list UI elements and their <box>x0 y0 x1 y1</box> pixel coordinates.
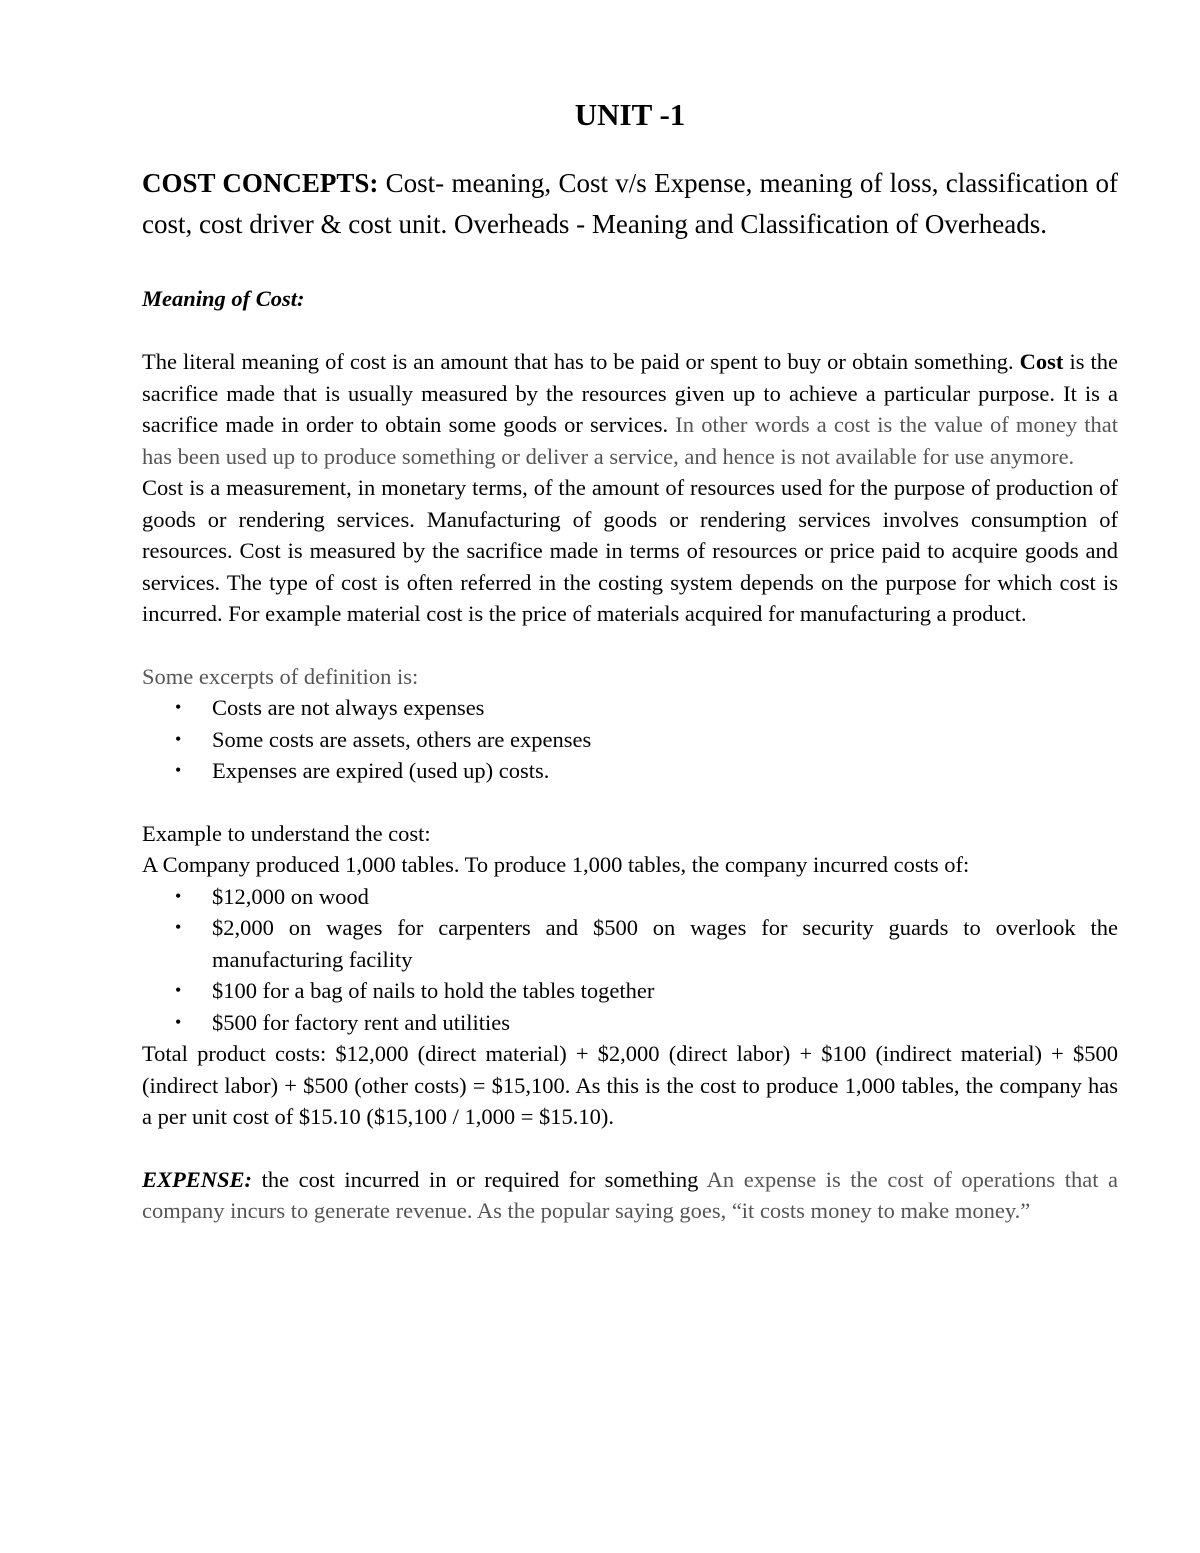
expense-paragraph <box>142 1164 1118 1227</box>
list-item <box>142 975 1118 1007</box>
excerpts-list <box>142 692 1118 787</box>
list-item-text: $2,000 on wages for carpenters and $500 on wages for security guards to overlook the manufacturing facility <box>212 915 1118 972</box>
expense-lead: EXPENSE: <box>142 1166 253 1192</box>
example-heading: Example to understand the cost: <box>142 820 431 846</box>
list-item <box>142 881 1118 913</box>
bullet-icon: • <box>175 728 182 749</box>
list-item <box>142 692 1118 724</box>
para1-part-c: is the sacrifice made that is usually measured by the resources given up to achieve a particular purpose. It is a sacrifice made in order to obtain some goods or services. <box>142 349 1118 438</box>
bullet-icon: • <box>175 1011 182 1032</box>
para1-part-a: The literal meaning of cost is an amount that has to be paid or spent to buy or obtain something. <box>142 349 1020 375</box>
meaning-paragraph-1 <box>142 346 1118 472</box>
list-item-text: Expenses are expired (used up) costs. <box>212 758 550 784</box>
meaning-paragraph-2: Cost is a measurement, in monetary terms, of the amount of resources used for the purpose of production of goods or rendering services. Manufacturing of goods or rendering services involves consumption of resources. Cost is measured by the sacrifice made in terms of resources or price paid to acquire goods and services. The type of cost is often referred in the costing system depends on the purpose for which cost is incurred. For example material cost is the price of materials acquired for manufacturing a product. <box>142 475 1118 627</box>
expense-text: the cost incurred in or required for something <box>252 1166 707 1192</box>
spacer <box>142 1133 1118 1164</box>
example-cost-list <box>142 881 1118 1039</box>
excerpts-intro: Some excerpts of definition is: <box>142 663 419 689</box>
example-intro: A Company produced 1,000 tables. To produce 1,000 tables, the company incurred costs of: <box>142 852 970 878</box>
list-item <box>142 1007 1118 1039</box>
list-item <box>142 912 1118 975</box>
list-item <box>142 755 1118 787</box>
cost-concepts-lead: COST CONCEPTS: <box>142 168 379 199</box>
spacer <box>142 787 1118 818</box>
bullet-icon: • <box>175 885 182 906</box>
para1-gray-text: In other words a cost is the value of money that has been used up to produce something or deliver a service, and hence is not available for use anymore. <box>142 412 1119 469</box>
list-item <box>142 724 1118 756</box>
bullet-icon: • <box>175 697 182 718</box>
list-item-text: $100 for a bag of nails to hold the tables together <box>212 978 655 1004</box>
expense-gray-text: An expense is the cost of operations that a company incurs to generate revenue. As the popular saying goes, “it costs money to make money.” <box>142 1166 1118 1224</box>
meaning-of-cost-heading: Meaning of Cost: <box>142 286 305 312</box>
total-product-costs: Total product costs: $12,000 (direct material) + $2,000 (direct labor) + $100 (indirect material) + $500 (indirect labor) + $500 (other costs) = $15,100. As this is the cost to produce 1,000 tables, the company has a per unit cost of $15.10 ($15,100 / 1,000 = $15.10). <box>142 1041 1118 1130</box>
list-item-text: Costs are not always expenses <box>212 695 485 721</box>
para1-cost-bold: Cost <box>1019 349 1064 375</box>
cost-concepts-summary <box>142 163 1118 245</box>
cost-concepts-text: Cost- meaning, Cost v/s Expense, meaning of loss, classification of cost, cost driver & cost unit. Overheads - Meaning and Classification of Overheads. <box>142 168 1118 240</box>
list-item-text: $500 for factory rent and utilities <box>212 1009 511 1035</box>
bullet-icon: • <box>175 980 182 1001</box>
spacer <box>142 630 1118 661</box>
list-item-text: $12,000 on wood <box>212 883 369 909</box>
document-body <box>142 96 1118 1227</box>
unit-title: UNIT -1 <box>574 97 686 132</box>
bullet-icon: • <box>175 917 182 938</box>
list-item-text: Some costs are assets, others are expenses <box>212 726 592 752</box>
bullet-icon: • <box>175 760 182 781</box>
